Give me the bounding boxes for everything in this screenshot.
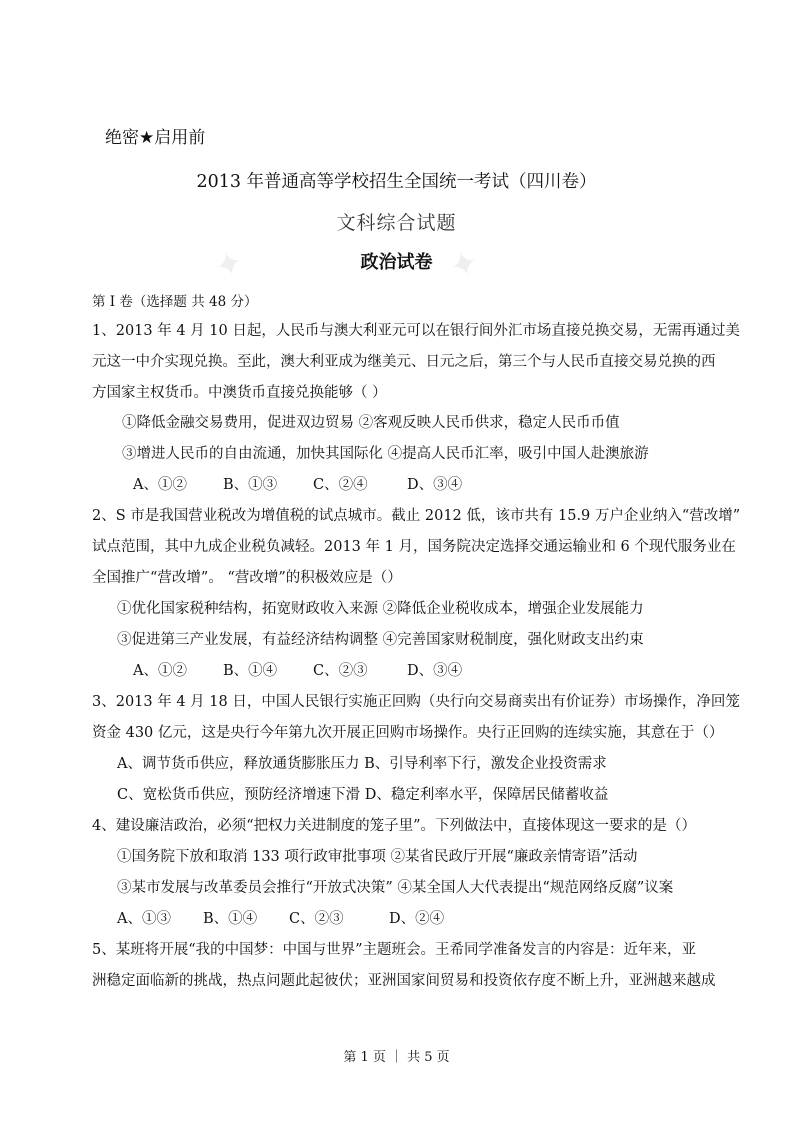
answer-c: C、②④	[313, 477, 368, 493]
q4-answers	[117, 909, 444, 929]
q1-options-2: ③增进人民币的自由流通，加快其国际化 ④提高人民币汇率，吸引中国人赴澳旅游	[122, 446, 649, 462]
q2-options-2: ③促进第三产业发展，有益经济结构调整 ④完善国家财税制度，强化财政支出约束	[117, 632, 644, 648]
confidential-mark: 绝密★启用前	[105, 128, 206, 148]
q4-line-1: 4、建设廉洁政治，必须“把权力关进制度的笼子里”。下列做法中，直接体现这一要求的是（）	[92, 818, 697, 834]
q2-options-1: ①优化国家税种结构，拓宽财政收入来源 ②降低企业税收成本，增强企业发展能力	[117, 601, 644, 617]
q2-line-2: 试点范围，其中九成企业税负减轻。2013 年 1 月，国务院决定选择交通运输业和 6 个现代服务业在	[92, 539, 736, 555]
answer-d: D、③④	[407, 663, 463, 679]
watermark: ✦	[444, 241, 484, 289]
part-label: 第 I 卷（选择题 共 48 分）	[92, 294, 258, 310]
q3-line-1: 3、2013 年 4 月 18 日，中国人民银行实施正回购（央行向交易商卖出有价证券）市场操作，净回笼	[92, 694, 740, 710]
answer-d: D、②④	[389, 911, 445, 927]
q2-line-3: 全国推广“营改增”。 “营改增”的积极效应是（）	[92, 570, 402, 586]
q4-options-2: ③某市发展与改革委员会推行“开放式决策” ④某全国人大代表提出“规范网络反腐”议案	[117, 880, 674, 896]
exam-title: 2013 年普通高等学校招生全国统一考试（四川卷）	[196, 172, 597, 192]
q2-answers	[133, 661, 462, 681]
page-footer: 第 1 页 ｜ 共 5 页	[343, 1050, 450, 1065]
answer-c: C、②③	[289, 911, 344, 927]
answer-a: A、①③	[117, 911, 171, 927]
subject-title: 文科综合试题	[336, 212, 457, 234]
q3-options-1: A、调节货币供应，释放通货膨胀压力 B、引导利率下行，激发企业投资需求	[117, 756, 607, 772]
q2-line-1: 2、S 市是我国营业税改为增值税的试点城市。截止 2012 低，该市共有 15.9 万户企业纳入“营改增”	[92, 508, 741, 524]
answer-b: B、①④	[223, 663, 278, 679]
q3-options-2: C、宽松货币供应，预防经济增速下滑 D、稳定利率水平，保障居民储蓄收益	[117, 787, 609, 803]
answer-c: C、②③	[313, 663, 368, 679]
q3-line-2: 资金 430 亿元，这是央行今年第九次开展正回购市场操作。央行正回购的连续实施，其意在于（）	[92, 725, 724, 741]
q5-line-2: 洲稳定面临新的挑战，热点问题此起彼伏；亚洲国家间贸易和投资依存度不断上升，亚洲越来越成	[92, 973, 716, 989]
watermark: ✦	[209, 241, 249, 289]
q5-line-1: 5、某班将开展“我的中国梦：中国与世界”主题班会。王希同学准备发言的内容是：近年来，亚	[92, 942, 697, 958]
q1-line-1: 1、2013 年 4 月 10 日起，人民币与澳大利亚元可以在银行间外汇市场直接兑换交易，无需再通过美	[92, 323, 740, 339]
answer-a: A、①②	[133, 477, 187, 493]
q1-options-1: ①降低金融交易费用，促进双边贸易 ②客观反映人民币供求，稳定人民币币值	[122, 415, 620, 431]
answer-b: B、①③	[223, 477, 278, 493]
answer-d: D、③④	[407, 477, 463, 493]
q1-line-3: 方国家主权货币。中澳货币直接兑换能够（ ）	[92, 385, 387, 401]
paper-title: 政治试卷	[360, 252, 433, 273]
q1-answers	[133, 475, 462, 495]
answer-b: B、①④	[203, 911, 258, 927]
answer-a: A、①②	[133, 663, 187, 679]
q4-options-1: ①国务院下放和取消 133 项行政审批事项 ②某省民政厅开展“廉政亲情寄语”活动	[117, 849, 638, 865]
q1-line-2: 元这一中介实现兑换。至此，澳大利亚成为继美元、日元之后，第三个与人民币直接交易兑换的西	[92, 354, 716, 370]
